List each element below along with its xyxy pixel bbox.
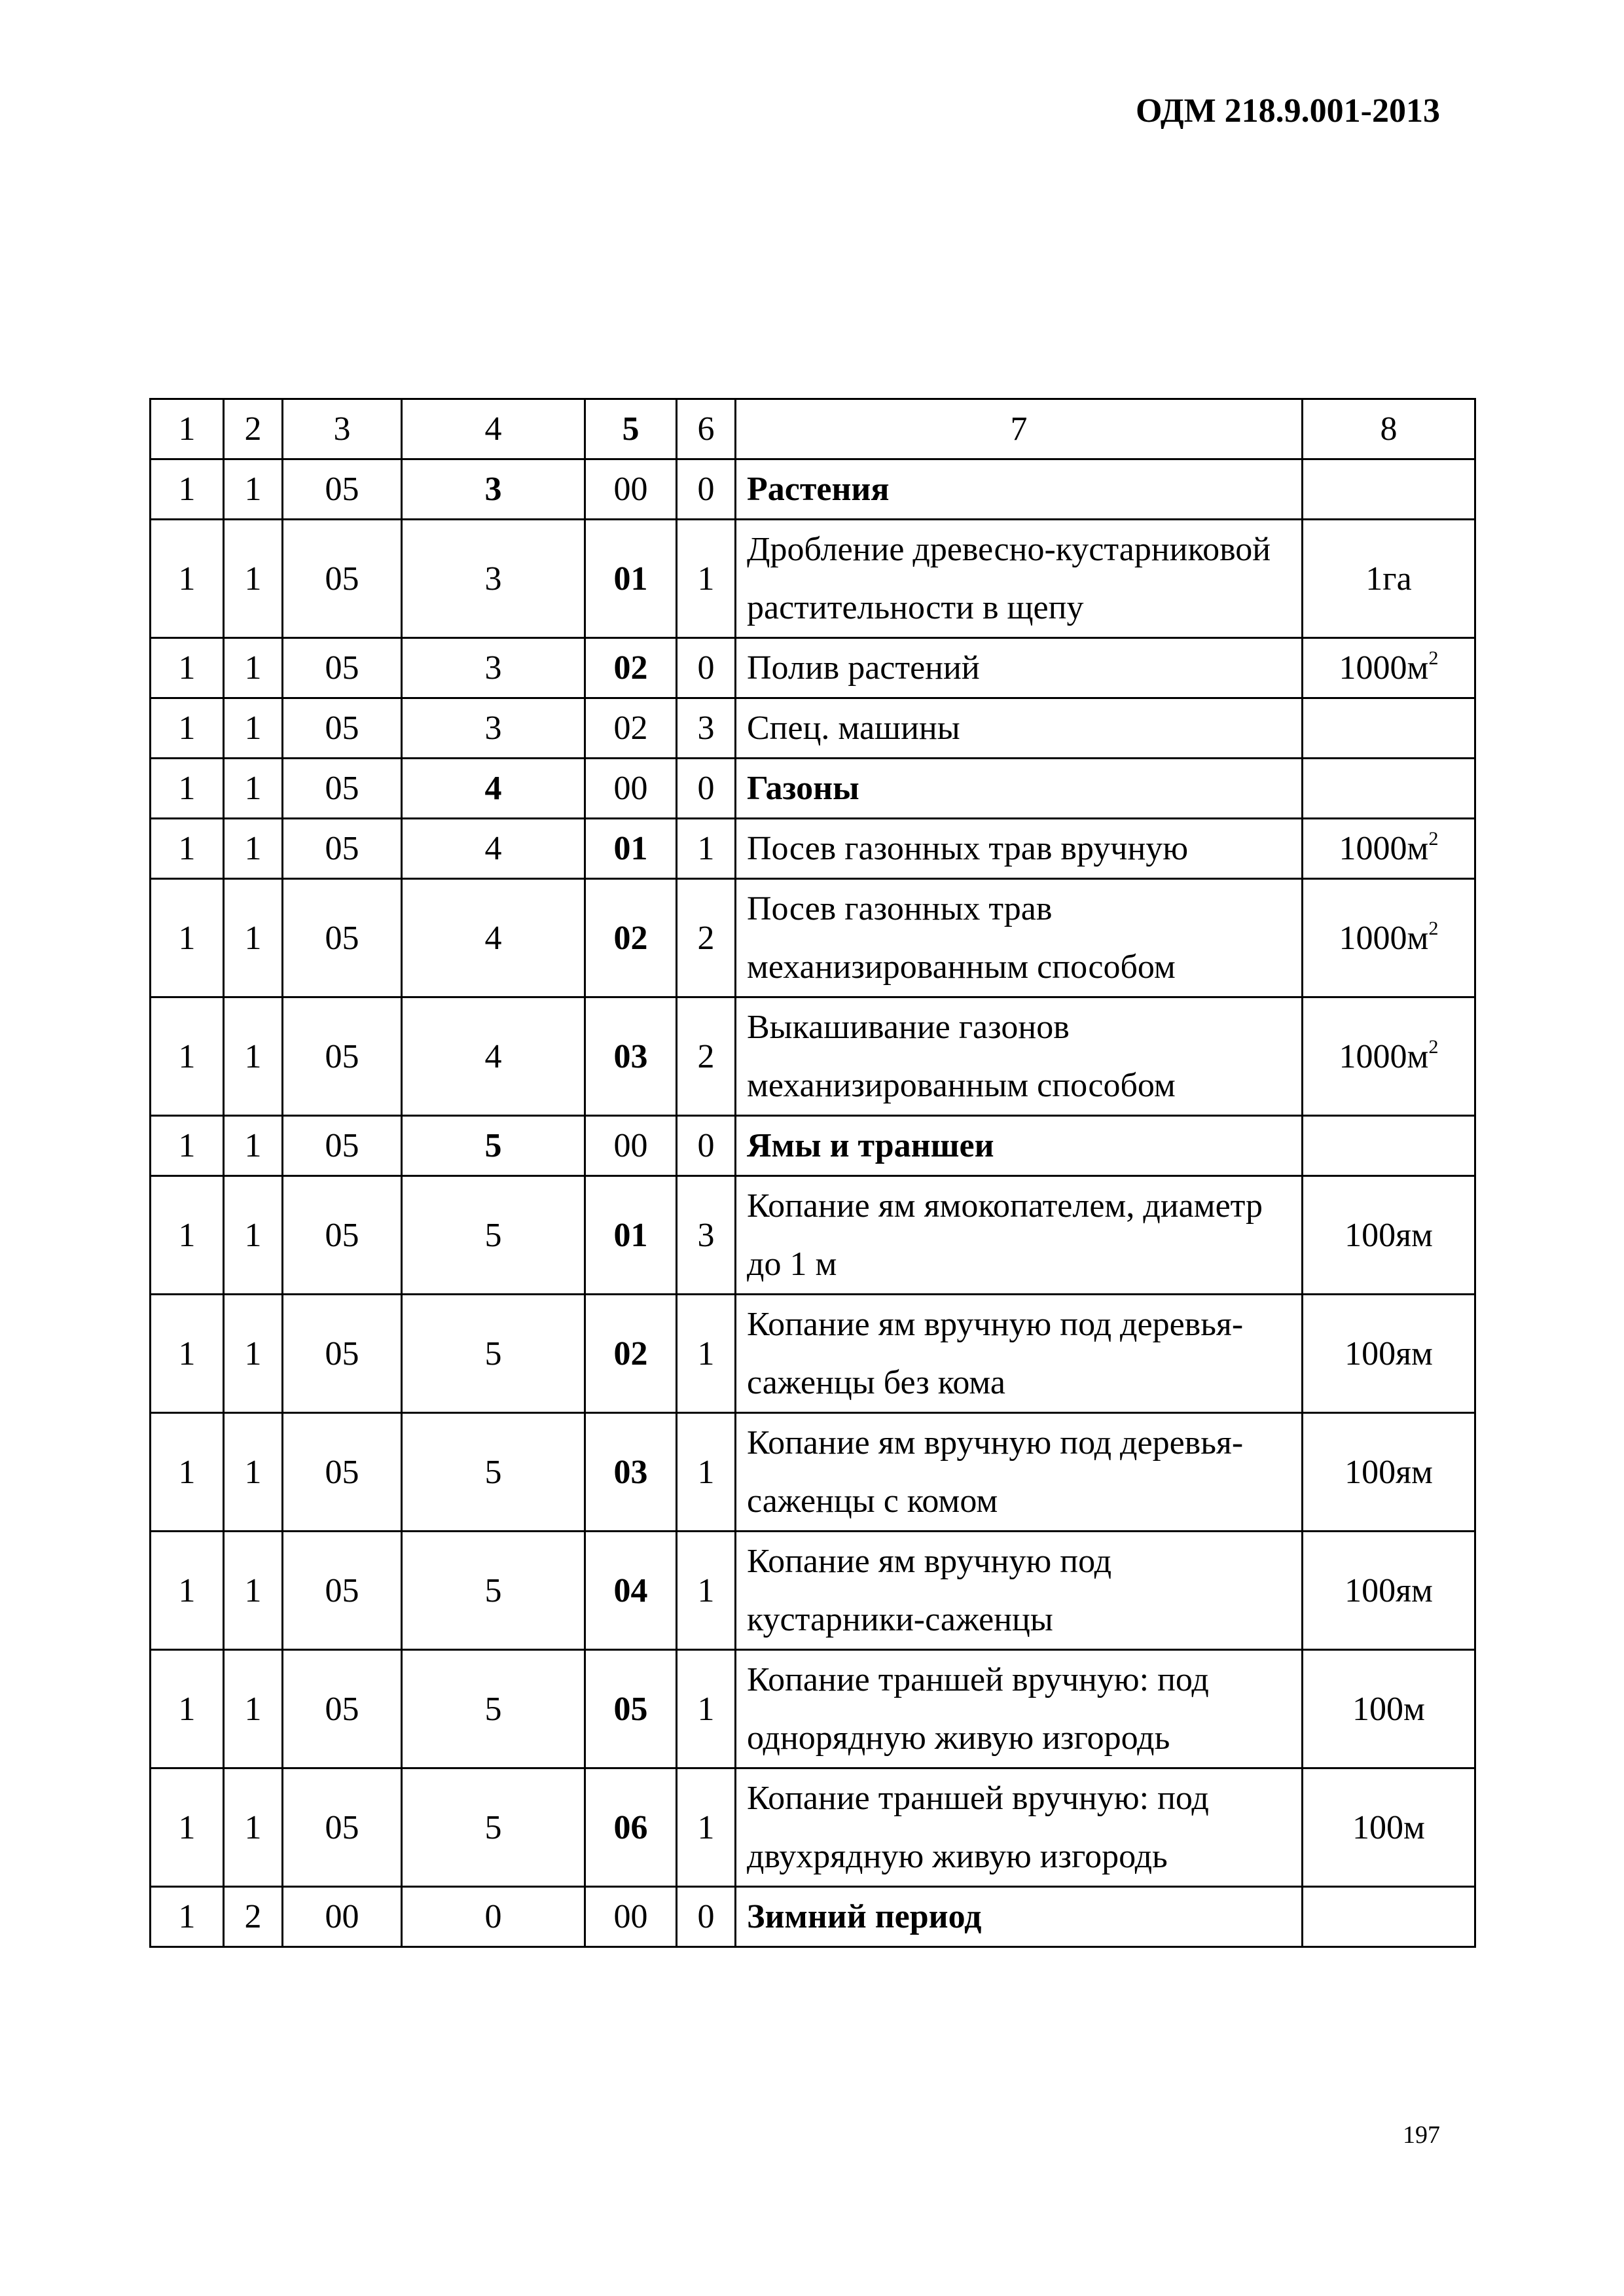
code-cell-c3: 05 (283, 1413, 402, 1532)
code-cell-c6: 1 (677, 1532, 736, 1650)
table-header-row (151, 399, 1475, 459)
item-name-cell: Копание ям вручную под деревья-саженцы без кома (736, 1295, 1303, 1413)
code-cell-c1: 1 (151, 1413, 224, 1532)
code-cell-c5: 00 (585, 1116, 677, 1176)
code-cell-c5: 02 (585, 638, 677, 698)
item-name-cell: Газоны (736, 759, 1303, 819)
code-cell-c5: 06 (585, 1768, 677, 1887)
page-number: 197 (1403, 2121, 1440, 2149)
code-cell-c1: 1 (151, 1176, 224, 1295)
code-cell-c1: 1 (151, 638, 224, 698)
item-name-cell: Растения (736, 459, 1303, 520)
unit-text: 100ям (1344, 1571, 1433, 1609)
table-row (151, 698, 1475, 759)
unit-text: 1га (1365, 560, 1412, 598)
code-cell-c3: 05 (283, 698, 402, 759)
code-cell-c1: 1 (151, 1532, 224, 1650)
code-cell-c1: 1 (151, 997, 224, 1116)
table-row (151, 819, 1475, 879)
code-cell-c2: 1 (224, 759, 283, 819)
table-row (151, 1413, 1475, 1532)
unit-text: 100ям (1344, 1335, 1433, 1372)
code-cell-c5: 00 (585, 459, 677, 520)
code-cell-c6: 1 (677, 1413, 736, 1532)
code-cell-c1: 1 (151, 1768, 224, 1887)
code-cell-c5: 05 (585, 1650, 677, 1768)
header-cell: 8 (1303, 399, 1475, 459)
code-cell-c6: 0 (677, 1887, 736, 1947)
table-row (151, 520, 1475, 638)
unit-exponent: 2 (1428, 1035, 1439, 1058)
code-cell-c1: 1 (151, 759, 224, 819)
code-cell-c4: 3 (402, 459, 585, 520)
code-cell-c3: 05 (283, 1532, 402, 1650)
code-cell-c2: 1 (224, 459, 283, 520)
code-cell-c5: 01 (585, 520, 677, 638)
code-cell-c3: 05 (283, 879, 402, 997)
code-cell-c3: 05 (283, 997, 402, 1116)
code-cell-c6: 0 (677, 459, 736, 520)
unit-cell (1303, 997, 1475, 1116)
unit-cell (1303, 698, 1475, 759)
code-cell-c3: 05 (283, 1768, 402, 1887)
code-cell-c2: 1 (224, 1116, 283, 1176)
unit-text: 1000м (1339, 649, 1429, 687)
section-row (151, 459, 1475, 520)
item-name-cell: Полив растений (736, 638, 1303, 698)
code-cell-c5: 01 (585, 1176, 677, 1295)
code-cell-c1: 1 (151, 819, 224, 879)
code-cell-c4: 5 (402, 1295, 585, 1413)
unit-cell (1303, 759, 1475, 819)
code-cell-c2: 1 (224, 879, 283, 997)
code-cell-c1: 1 (151, 1295, 224, 1413)
code-cell-c1: 1 (151, 879, 224, 997)
unit-cell (1303, 1413, 1475, 1532)
item-name-cell: Выкашивание газонов механизированным способом (736, 997, 1303, 1116)
code-cell-c3: 05 (283, 819, 402, 879)
code-cell-c4: 4 (402, 997, 585, 1116)
code-cell-c4: 0 (402, 1887, 585, 1947)
unit-text: 100м (1352, 1690, 1425, 1728)
code-cell-c2: 1 (224, 1768, 283, 1887)
code-cell-c1: 1 (151, 698, 224, 759)
code-cell-c6: 0 (677, 638, 736, 698)
code-cell-c6: 1 (677, 1768, 736, 1887)
code-cell-c2: 1 (224, 1176, 283, 1295)
code-cell-c4: 5 (402, 1768, 585, 1887)
item-name-cell: Копание траншей вручную: под двухрядную живую изгородь (736, 1768, 1303, 1887)
item-name-cell: Копание траншей вручную: под однорядную живую изгородь (736, 1650, 1303, 1768)
unit-cell (1303, 1768, 1475, 1887)
unit-cell (1303, 1650, 1475, 1768)
code-cell-c5: 03 (585, 1413, 677, 1532)
code-cell-c6: 0 (677, 1116, 736, 1176)
table-row (151, 1650, 1475, 1768)
section-row (151, 759, 1475, 819)
classification-table (149, 398, 1476, 1948)
code-cell-c4: 5 (402, 1176, 585, 1295)
code-cell-c2: 1 (224, 638, 283, 698)
header-cell: 5 (585, 399, 677, 459)
table-row (151, 879, 1475, 997)
code-cell-c1: 1 (151, 1887, 224, 1947)
item-name-cell: Ямы и траншеи (736, 1116, 1303, 1176)
code-cell-c4: 3 (402, 698, 585, 759)
table-row (151, 1768, 1475, 1887)
unit-cell (1303, 459, 1475, 520)
code-cell-c2: 1 (224, 819, 283, 879)
unit-cell (1303, 819, 1475, 879)
unit-exponent: 2 (1428, 828, 1439, 850)
code-cell-c3: 05 (283, 1650, 402, 1768)
code-cell-c2: 1 (224, 1532, 283, 1650)
unit-cell (1303, 520, 1475, 638)
section-row (151, 1116, 1475, 1176)
unit-text: 1000м (1339, 1037, 1429, 1075)
item-name-cell: Спец. машины (736, 698, 1303, 759)
code-cell-c5: 04 (585, 1532, 677, 1650)
code-cell-c6: 2 (677, 879, 736, 997)
unit-exponent: 2 (1428, 917, 1439, 939)
code-cell-c6: 3 (677, 1176, 736, 1295)
item-name-cell: Копание ям вручную под деревья-саженцы с комом (736, 1413, 1303, 1532)
code-cell-c4: 4 (402, 819, 585, 879)
code-cell-c3: 05 (283, 1116, 402, 1176)
code-cell-c6: 3 (677, 698, 736, 759)
item-name-cell: Копание ям вручную под кустарники-саженцы (736, 1532, 1303, 1650)
code-cell-c6: 2 (677, 997, 736, 1116)
header-cell: 1 (151, 399, 224, 459)
code-cell-c2: 1 (224, 1413, 283, 1532)
table-row (151, 1295, 1475, 1413)
code-cell-c6: 1 (677, 520, 736, 638)
document-code: ОДМ 218.9.001-2013 (1135, 92, 1440, 130)
unit-exponent: 2 (1428, 647, 1439, 669)
unit-text: 100м (1352, 1808, 1425, 1846)
unit-cell (1303, 879, 1475, 997)
header-cell: 3 (283, 399, 402, 459)
unit-cell (1303, 1887, 1475, 1947)
code-cell-c6: 0 (677, 759, 736, 819)
table-row (151, 638, 1475, 698)
code-cell-c1: 1 (151, 520, 224, 638)
code-cell-c4: 5 (402, 1116, 585, 1176)
code-cell-c4: 3 (402, 638, 585, 698)
header-cell: 6 (677, 399, 736, 459)
code-cell-c3: 05 (283, 1295, 402, 1413)
unit-text: 1000м (1339, 830, 1429, 867)
code-cell-c5: 01 (585, 819, 677, 879)
unit-cell (1303, 1532, 1475, 1650)
code-cell-c1: 1 (151, 459, 224, 520)
code-cell-c2: 1 (224, 1295, 283, 1413)
code-cell-c1: 1 (151, 1116, 224, 1176)
code-cell-c5: 02 (585, 1295, 677, 1413)
table-row (151, 997, 1475, 1116)
code-cell-c5: 02 (585, 698, 677, 759)
item-name-cell: Дробление древесно-кустарниковой растительности в щепу (736, 520, 1303, 638)
code-cell-c2: 1 (224, 698, 283, 759)
item-name-cell: Посев газонных трав вручную (736, 819, 1303, 879)
code-cell-c3: 05 (283, 520, 402, 638)
code-cell-c5: 00 (585, 1887, 677, 1947)
header-cell: 4 (402, 399, 585, 459)
code-cell-c6: 1 (677, 1650, 736, 1768)
code-cell-c6: 1 (677, 819, 736, 879)
code-cell-c4: 4 (402, 759, 585, 819)
code-cell-c2: 1 (224, 1650, 283, 1768)
code-cell-c4: 5 (402, 1532, 585, 1650)
code-cell-c3: 05 (283, 1176, 402, 1295)
unit-cell (1303, 638, 1475, 698)
unit-cell (1303, 1116, 1475, 1176)
code-cell-c5: 00 (585, 759, 677, 819)
code-cell-c5: 03 (585, 997, 677, 1116)
header-cell: 7 (736, 399, 1303, 459)
table-row (151, 1176, 1475, 1295)
code-cell-c1: 1 (151, 1650, 224, 1768)
header-cell: 2 (224, 399, 283, 459)
unit-text: 1000м (1339, 919, 1429, 957)
unit-text: 100ям (1344, 1453, 1433, 1491)
item-name-cell: Зимний период (736, 1887, 1303, 1947)
code-cell-c5: 02 (585, 879, 677, 997)
unit-cell (1303, 1295, 1475, 1413)
table-row (151, 1532, 1475, 1650)
item-name-cell: Посев газонных трав механизированным способом (736, 879, 1303, 997)
item-name-cell: Копание ям ямокопателем, диаметр до 1 м (736, 1176, 1303, 1295)
code-cell-c4: 4 (402, 879, 585, 997)
unit-text: 100ям (1344, 1216, 1433, 1254)
code-cell-c3: 05 (283, 638, 402, 698)
code-cell-c3: 05 (283, 459, 402, 520)
section-row (151, 1887, 1475, 1947)
code-cell-c4: 5 (402, 1413, 585, 1532)
code-cell-c2: 1 (224, 520, 283, 638)
code-cell-c6: 1 (677, 1295, 736, 1413)
code-cell-c2: 1 (224, 997, 283, 1116)
unit-cell (1303, 1176, 1475, 1295)
code-cell-c3: 05 (283, 759, 402, 819)
code-cell-c4: 3 (402, 520, 585, 638)
code-cell-c2: 2 (224, 1887, 283, 1947)
code-cell-c4: 5 (402, 1650, 585, 1768)
code-cell-c3: 00 (283, 1887, 402, 1947)
